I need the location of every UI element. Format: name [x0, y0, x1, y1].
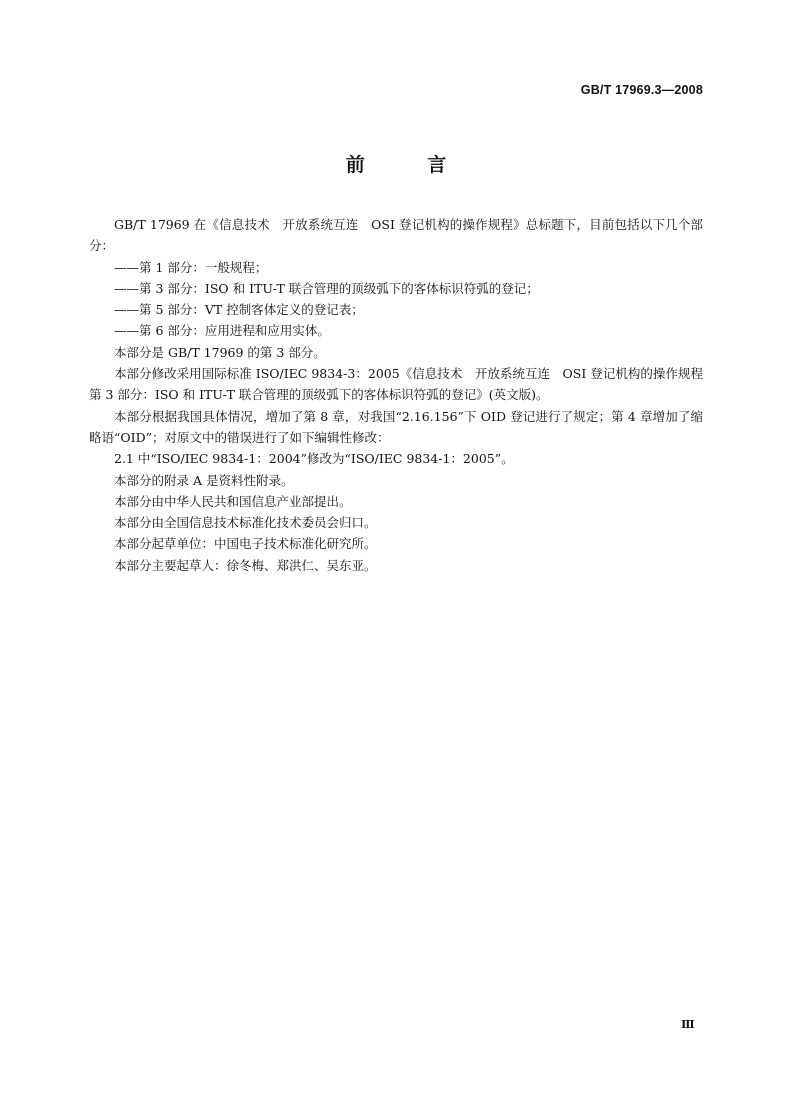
paragraph-edit-note: 2.1 中“ISO/IEC 9834-1：2004”修改为“ISO/IEC 9834-1：2005”。 — [114, 451, 514, 467]
page-number: Ⅲ — [681, 1018, 694, 1031]
paragraph-intro: GB/T 17969 在《信息技术 开放系统互连 OSI 登记机构的操作规程》总标题下，目前包括以下几个部分： — [89, 217, 703, 254]
paragraph-committee: 本部分由全国信息技术标准化技术委员会归口。 — [114, 515, 377, 531]
paragraph-adoption: 本部分修改采用国际标准 ISO/IEC 9834-3：2005《信息技术 开放系统互连 OSI 登记机构的操作规程 第 3 部分：ISO 和 ITU-T 联合管理的顶级弧下的客体标识符弧的登记》(英文版)。 — [89, 366, 716, 403]
paragraph-proposer: 本部分由中华人民共和国信息产业部提出。 — [114, 493, 352, 509]
list-item-part-5: ——第 5 部分：VT 控制客体定义的登记表； — [114, 302, 364, 318]
foreword-body — [89, 214, 716, 576]
page-title: 前 言 — [345, 154, 475, 176]
paragraph-annex: 本部分的附录 A 是资料性附录。 — [114, 472, 294, 488]
list-item-part-6: ——第 6 部分：应用进程和应用实体。 — [114, 323, 330, 339]
list-item-part-3: ——第 3 部分：ISO 和 ITU-T 联合管理的顶级弧下的客体标识符弧的登记； — [114, 280, 539, 296]
paragraph-modifications: 本部分根据我国具体情况，增加了第 8 章，对我国“2.16.156”下 OID 登记进行了规定；第 4 章增加了缩略语“OID”；对原文中的错误进行了如下编辑性修改： — [89, 408, 703, 445]
paragraph-drafting-unit: 本部分起草单位：中国电子技术标准化研究所。 — [114, 536, 377, 552]
paragraph-drafters: 本部分主要起草人：徐冬梅、郑洪仁、吴东亚。 — [114, 557, 377, 573]
standard-code: GB/T 17969.3—2008 — [580, 83, 703, 97]
paragraph-part-statement: 本部分是 GB/T 17969 的第 3 部分。 — [114, 344, 326, 360]
list-item-part-1: ——第 1 部分：一般规程； — [114, 259, 268, 275]
